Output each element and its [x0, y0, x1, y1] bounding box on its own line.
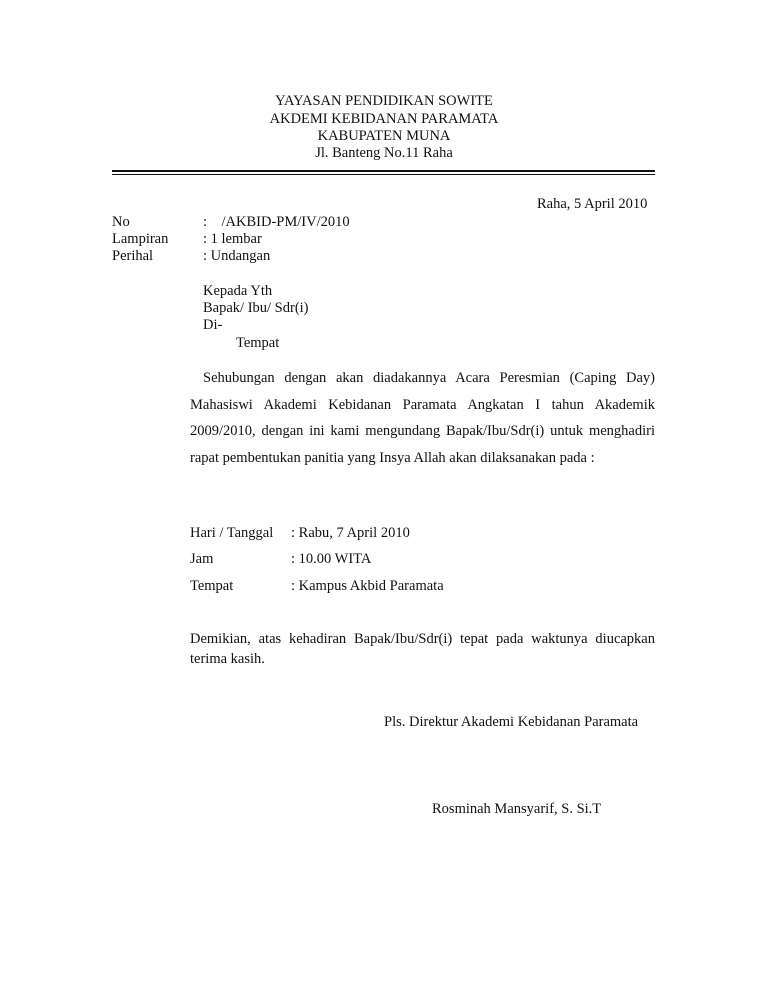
closing-paragraph: Demikian, atas kehadiran Bapak/Ibu/Sdr(i) tepat pada waktunya diucapkan terima kasih. [190, 631, 655, 667]
meta-perihal-label: Perihal [112, 248, 154, 264]
recipient-line-1: Kepada Yth [203, 283, 273, 299]
detail-jam-label: Jam [190, 551, 214, 567]
letterhead-line-3: KABUPATEN MUNA [317, 128, 451, 144]
recipient-line-3: Di- [203, 317, 223, 333]
body-paragraph-text: Sehubungan dengan akan diadakannya Acara Peresmian (Caping Day) Mahasiswi Akademi Kebidanan Paramata Angkatan I tahun Akademik 2009/2010, dengan ini kami mengundang Bapak/Ibu/Sdr(i) untuk menghadiri rapat pembentukan panitia yang Insya Allah akan dilaksanakan pada : [190, 370, 655, 466]
letter-date: Raha, 5 April 2010 [537, 196, 648, 212]
letterhead-divider [112, 170, 655, 172]
letterhead-line-1: YAYASAN PENDIDIKAN SOWITE [275, 93, 493, 109]
signature-title: Pls. Direktur Akademi Kebidanan Paramata [384, 714, 639, 730]
recipient-line-4: Tempat [236, 335, 280, 351]
meta-no-label: No [112, 214, 130, 230]
detail-jam-value: : 10.00 WITA [291, 551, 372, 567]
letterhead-line-4: Jl. Banteng No.11 Raha [315, 145, 453, 161]
meta-perihal-value: : Undangan [203, 248, 271, 264]
meta-lampiran-label: Lampiran [112, 231, 169, 247]
signature-name: Rosminah Mansyarif, S. Si.T [432, 801, 602, 817]
detail-hari-value: : Rabu, 7 April 2010 [291, 525, 410, 541]
recipient-line-2: Bapak/ Ibu/ Sdr(i) [203, 300, 309, 316]
body-paragraph [190, 365, 655, 471]
meta-lampiran-value: : 1 lembar [203, 231, 262, 247]
detail-hari-label: Hari / Tanggal [190, 525, 274, 541]
letterhead-line-2: AKDEMI KEBIDANAN PARAMATA [269, 111, 499, 127]
detail-tempat-value: : Kampus Akbid Paramata [291, 578, 444, 594]
letterhead-divider-thin [112, 174, 655, 175]
meta-no-value: : /AKBID-PM/IV/2010 [203, 214, 350, 230]
detail-tempat-label: Tempat [190, 578, 234, 594]
